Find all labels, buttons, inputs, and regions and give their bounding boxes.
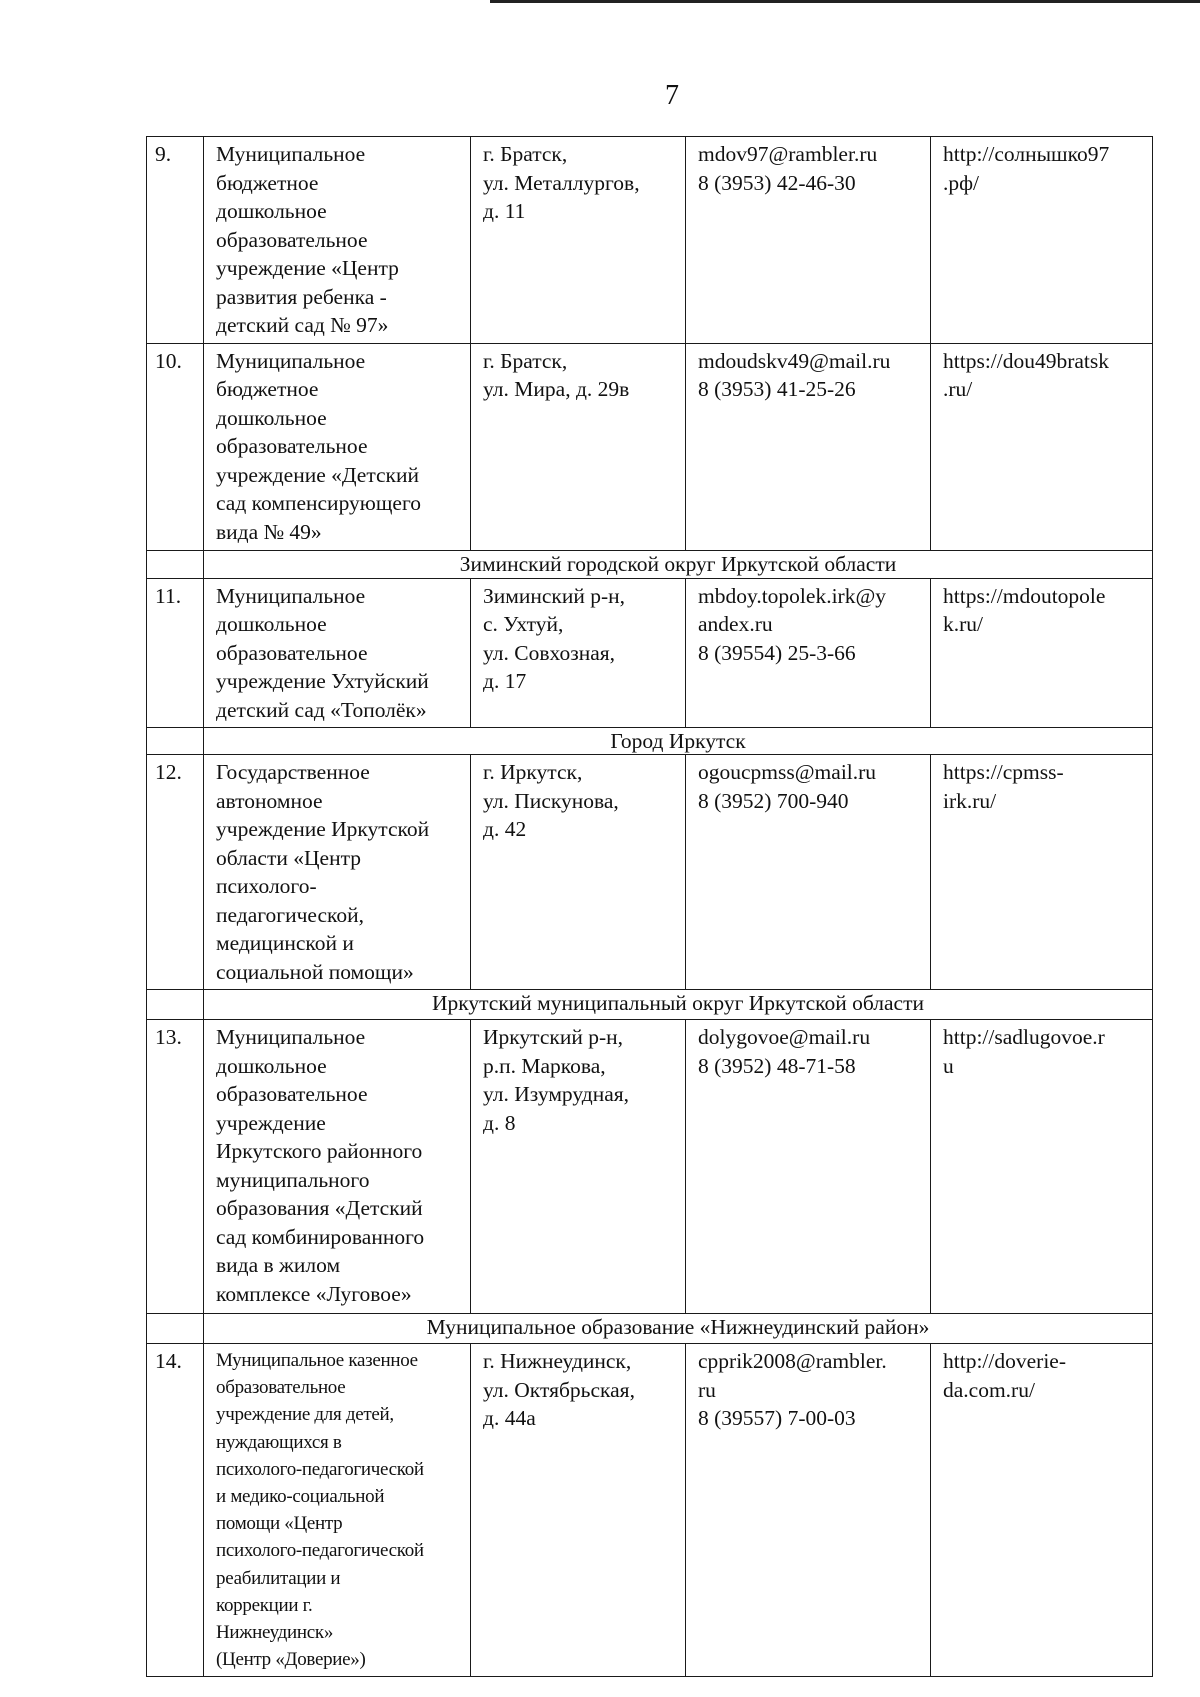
institution-website: http://солнышко97 .рф/ <box>931 137 1153 344</box>
institution-contacts: dolygovoe@mail.ru 8 (3952) 48-71-58 <box>686 1020 931 1314</box>
institution-contacts: cpprik2008@rambler. ru 8 (39557) 7-00-03 <box>686 1344 931 1677</box>
institution-name: Муниципальное дошкольное образовательное учреждение Иркутского районного муниципального образования «Детский сад комбинированного вида в жилом комплексе «Луговое» <box>204 1020 471 1314</box>
institution-contacts: ogoucpmss@mail.ru 8 (3952) 700-940 <box>686 755 931 990</box>
section-number-cell <box>147 990 204 1020</box>
section-row <box>147 550 1153 578</box>
institution-website: http://doverie- da.com.ru/ <box>931 1344 1153 1677</box>
page-number: 7 <box>665 80 679 111</box>
table-row <box>147 755 1153 990</box>
institution-address: Иркутский р-н, р.п. Маркова, ул. Изумрудная, д. 8 <box>471 1020 686 1314</box>
row-number: 9. <box>147 137 204 344</box>
institution-address: г. Братск, ул. Мира, д. 29в <box>471 343 686 550</box>
institution-name: Муниципальное бюджетное дошкольное образовательное учреждение «Детский сад компенсирующего вида № 49» <box>204 343 471 550</box>
institution-website: https://dou49bratsk .ru/ <box>931 343 1153 550</box>
table-row <box>147 1344 1153 1677</box>
section-heading: Иркутский муниципальный округ Иркутской области <box>204 990 1153 1020</box>
institution-website: https://mdoutopole k.ru/ <box>931 578 1153 728</box>
institution-contacts: mdov97@rambler.ru 8 (3953) 42-46-30 <box>686 137 931 344</box>
institution-website: http://sadlugovoe.r u <box>931 1020 1153 1314</box>
section-number-cell <box>147 1314 204 1344</box>
section-heading: Город Иркутск <box>204 728 1153 755</box>
institution-address: г. Братск, ул. Металлургов, д. 11 <box>471 137 686 344</box>
section-row <box>147 990 1153 1020</box>
row-number: 10. <box>147 343 204 550</box>
row-number: 11. <box>147 578 204 728</box>
institution-address: г. Иркутск, ул. Пискунова, д. 42 <box>471 755 686 990</box>
table-row <box>147 1020 1153 1314</box>
institution-name-text: Муниципальное казенное образовательное учреждение для детей, нуждающихся в психолого-педагогической и медико-социальной помощи «Центр психолого-педагогической реабилитации и коррекции г. Нижнеудинск» (Центр «Доверие») <box>216 1350 424 1671</box>
table-row <box>147 578 1153 728</box>
institution-address: Зиминский р-н, с. Ухтуй, ул. Совхозная, д. 17 <box>471 578 686 728</box>
section-number-cell <box>147 728 204 755</box>
table-row <box>147 343 1153 550</box>
institution-website: https://cpmss- irk.ru/ <box>931 755 1153 990</box>
institution-name: Государственное автономное учреждение Иркутской области «Центр психолого- педагогической, медицинской и социальной помощи» <box>204 755 471 990</box>
institution-contacts: mbdoy.topolek.irk@y andex.ru 8 (39554) 25-3-66 <box>686 578 931 728</box>
institutions-table <box>146 136 1153 1677</box>
institution-name <box>204 1344 471 1677</box>
institution-address: г. Нижнеудинск, ул. Октябрьская, д. 44а <box>471 1344 686 1677</box>
institution-name: Муниципальное бюджетное дошкольное образовательное учреждение «Центр развития ребенка - детский сад № 97» <box>204 137 471 344</box>
top-rule <box>490 0 1200 3</box>
section-heading: Зиминский городской округ Иркутской области <box>204 550 1153 578</box>
row-number: 12. <box>147 755 204 990</box>
row-number: 13. <box>147 1020 204 1314</box>
table-row <box>147 137 1153 344</box>
section-number-cell <box>147 550 204 578</box>
section-row <box>147 728 1153 755</box>
section-heading: Муниципальное образование «Нижнеудинский район» <box>204 1314 1153 1344</box>
institution-name: Муниципальное дошкольное образовательное учреждение Ухтуйский детский сад «Тополёк» <box>204 578 471 728</box>
row-number: 14. <box>147 1344 204 1677</box>
section-row <box>147 1314 1153 1344</box>
institution-contacts: mdoudskv49@mail.ru 8 (3953) 41-25-26 <box>686 343 931 550</box>
